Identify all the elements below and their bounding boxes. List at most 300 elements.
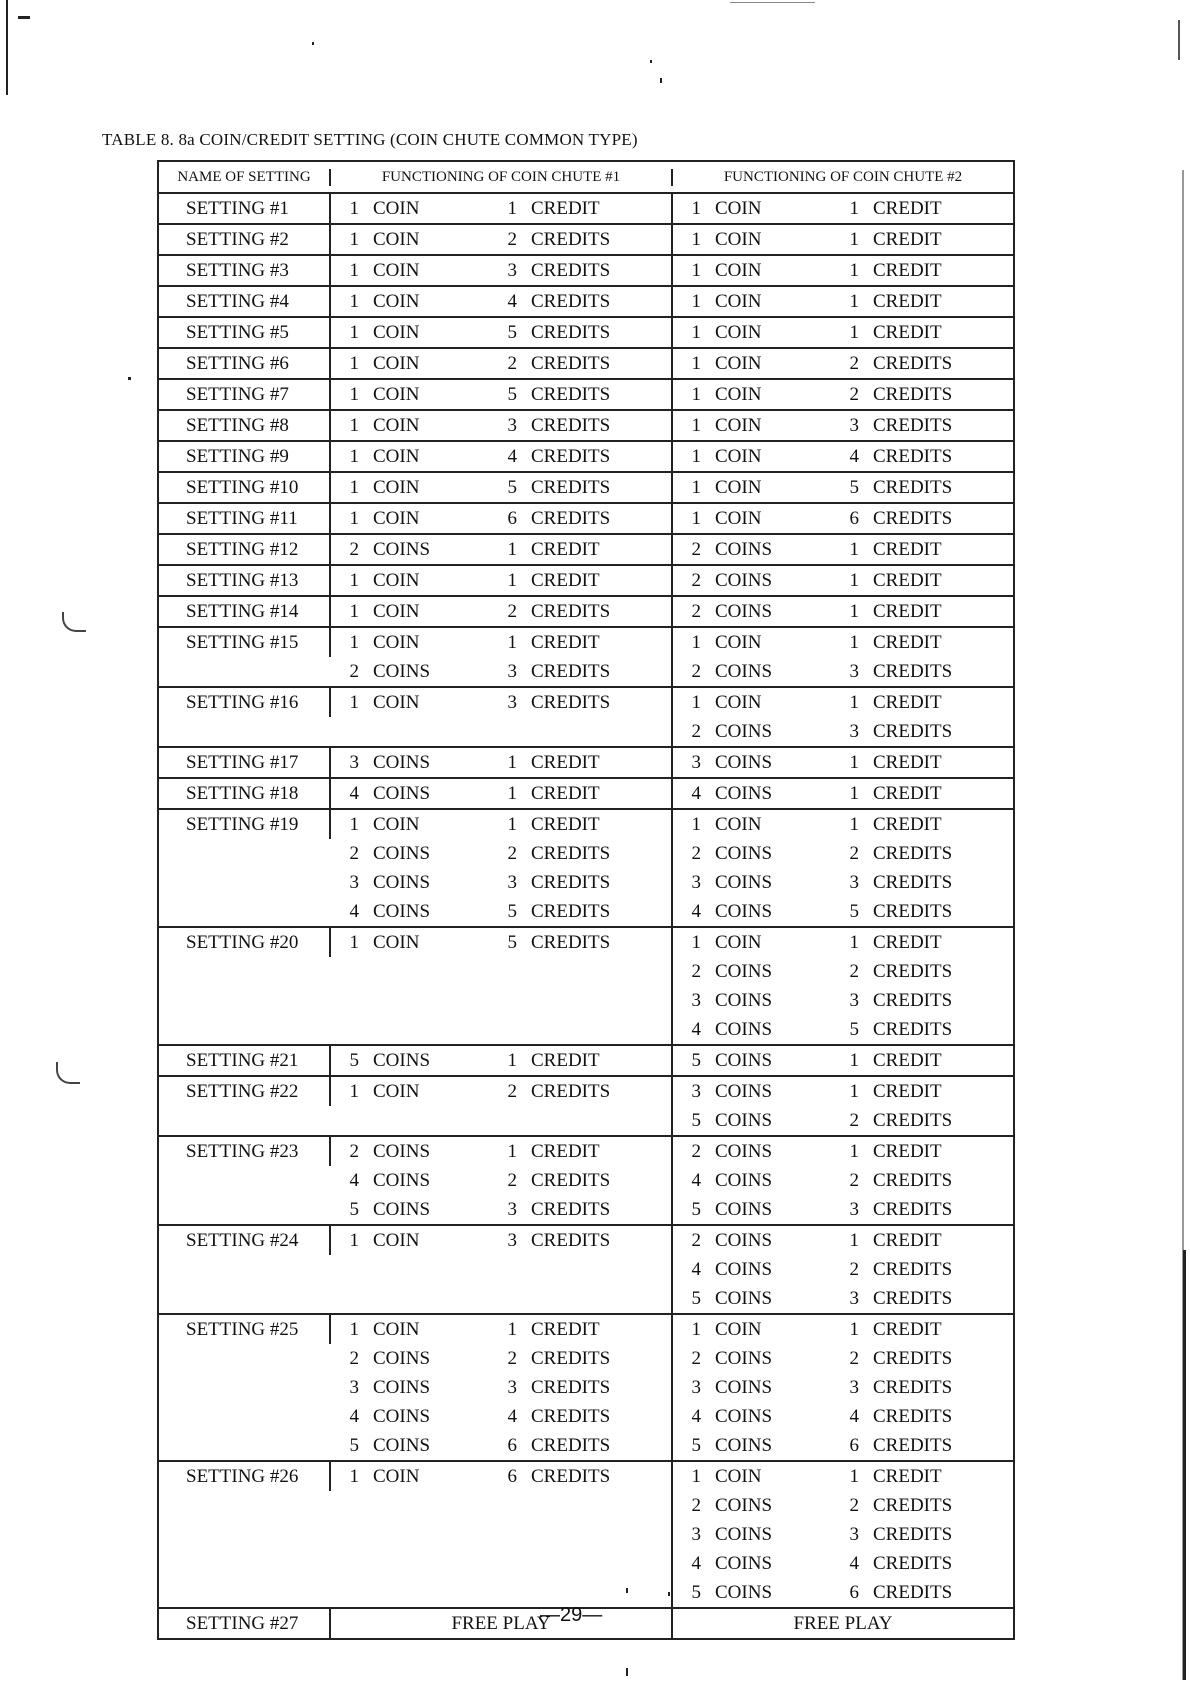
coin-credit-line: [673, 1284, 1013, 1313]
coin-count: 1: [349, 814, 359, 835]
coin-credit-line: [331, 1077, 671, 1106]
coin-unit: COINS: [715, 1259, 773, 1280]
coin-count: 1: [691, 632, 701, 653]
coin-credit-line: [673, 839, 1013, 868]
coin-count: 1: [691, 198, 701, 219]
credit-unit: CREDIT: [531, 752, 600, 773]
table-row: [159, 566, 1013, 597]
credit-unit: CREDITS: [873, 1406, 953, 1427]
coin-credit-line: [331, 597, 671, 626]
credit-count: 3: [507, 872, 517, 893]
chute-1-cell: [331, 1315, 673, 1460]
coin-count: 2: [691, 539, 701, 560]
coin-count: 1: [691, 508, 701, 529]
coin-count: 5: [349, 1050, 359, 1071]
chute-2-cell: [673, 473, 1013, 502]
coin-unit: COIN: [373, 1230, 420, 1251]
coin-credit-line: [673, 411, 1013, 440]
chute-2-cell: [673, 1046, 1013, 1075]
coin-credit-line: [331, 1344, 671, 1373]
credit-count: 1: [849, 814, 859, 835]
coin-unit: COIN: [373, 260, 420, 281]
setting-name: SETTING #7: [159, 380, 331, 409]
setting-name: SETTING #2: [159, 225, 331, 254]
credit-count: 1: [849, 291, 859, 312]
credit-unit: CREDIT: [531, 814, 600, 835]
coin-count: 4: [691, 1553, 701, 1574]
credit-unit: CREDITS: [531, 477, 611, 498]
setting-name: SETTING #9: [159, 442, 331, 471]
table-row: [159, 473, 1013, 504]
table-header-row: [159, 162, 1013, 194]
chute-2-cell: [673, 688, 1013, 746]
credit-unit: CREDITS: [873, 1288, 953, 1309]
setting-name: SETTING #26: [159, 1462, 331, 1491]
credit-unit: CREDIT: [873, 322, 942, 343]
coin-count: 1: [691, 415, 701, 436]
credit-unit: CREDITS: [873, 990, 953, 1011]
chute-1-cell: [331, 1226, 673, 1313]
coin-credit-line: [331, 897, 671, 926]
chute-1-cell: [331, 1137, 673, 1224]
setting-name: SETTING #22: [159, 1077, 331, 1106]
setting-name: SETTING #4: [159, 287, 331, 316]
chute-1-cell: [331, 928, 673, 1044]
coin-credit-line: [673, 473, 1013, 502]
coin-credit-line: [331, 657, 671, 686]
table-row: [159, 535, 1013, 566]
coin-unit: COINS: [715, 990, 773, 1011]
coin-unit: COINS: [715, 1019, 773, 1040]
coin-unit: COINS: [373, 872, 431, 893]
coin-count: 1: [691, 814, 701, 835]
credit-unit: CREDIT: [873, 1319, 942, 1340]
coin-count: 5: [691, 1050, 701, 1071]
credit-unit: CREDIT: [531, 570, 600, 591]
chute-1-cell: [331, 748, 673, 777]
chute-1-cell: [331, 779, 673, 808]
credit-count: 6: [507, 508, 517, 529]
coin-count: 2: [349, 661, 359, 682]
credit-unit: CREDITS: [873, 1495, 953, 1516]
table-row: [159, 194, 1013, 225]
credit-count: 5: [507, 901, 517, 922]
table-row: [159, 1315, 1013, 1462]
coin-count: 4: [691, 1259, 701, 1280]
chute-2-cell: [673, 504, 1013, 533]
coin-unit: COIN: [715, 353, 762, 374]
chute-1-cell: [331, 225, 673, 254]
coin-count: 1: [349, 446, 359, 467]
coin-credit-line: [673, 256, 1013, 285]
coin-credit-line: [331, 1373, 671, 1402]
setting-name: SETTING #19: [159, 810, 331, 839]
coin-credit-line: [331, 566, 671, 595]
chute-1-cell: [331, 256, 673, 285]
table-row: [159, 318, 1013, 349]
credit-count: 5: [849, 477, 859, 498]
coin-unit: COINS: [715, 1495, 773, 1516]
scan-mark-left-edge: [6, 0, 8, 95]
coin-count: 2: [691, 1230, 701, 1251]
credit-count: 4: [849, 1553, 859, 1574]
credit-unit: CREDITS: [531, 1435, 611, 1456]
credit-count: 1: [507, 814, 517, 835]
coin-count: 1: [349, 322, 359, 343]
coin-count: 1: [691, 384, 701, 405]
credit-unit: CREDIT: [531, 1050, 600, 1071]
credit-count: 3: [507, 692, 517, 713]
credit-count: 1: [507, 752, 517, 773]
scan-mark-top-right-line: [730, 2, 815, 3]
coin-unit: COINS: [373, 1348, 431, 1369]
table-row: [159, 1226, 1013, 1315]
chute-2-cell: [673, 1315, 1013, 1460]
coin-credit-line: [331, 1315, 671, 1344]
coin-unit: COIN: [373, 601, 420, 622]
coin-count: 4: [349, 783, 359, 804]
coin-credit-line: [673, 1315, 1013, 1344]
table-row: [159, 287, 1013, 318]
credit-count: 3: [849, 661, 859, 682]
coin-credit-line: [331, 628, 671, 657]
coin-count: 1: [349, 384, 359, 405]
coin-credit-line: [673, 1402, 1013, 1431]
credit-count: 4: [849, 446, 859, 467]
free-play-text: FREE PLAY: [451, 1613, 551, 1634]
coin-credit-line: [673, 986, 1013, 1015]
coin-unit: COINS: [715, 601, 773, 622]
credit-unit: CREDITS: [873, 843, 953, 864]
coin-credit-line: [331, 349, 671, 378]
setting-name: SETTING #5: [159, 318, 331, 347]
credit-unit: CREDITS: [873, 1259, 953, 1280]
coin-credit-line: [673, 957, 1013, 986]
coin-credit-line: [673, 1137, 1013, 1166]
credit-unit: CREDIT: [531, 1319, 600, 1340]
credit-count: 5: [507, 932, 517, 953]
coin-credit-line: [673, 1373, 1013, 1402]
setting-name: SETTING #1: [159, 194, 331, 223]
credit-unit: CREDITS: [873, 872, 953, 893]
credit-unit: CREDIT: [873, 752, 942, 773]
chute-1-cell: [331, 318, 673, 347]
credit-unit: CREDITS: [531, 872, 611, 893]
chute-1-cell: [331, 810, 673, 926]
coin-count: 1: [349, 1230, 359, 1251]
credit-unit: CREDITS: [873, 721, 953, 742]
credit-unit: CREDIT: [873, 1466, 942, 1487]
coin-count: 5: [691, 1582, 701, 1603]
coin-credit-line: [673, 535, 1013, 564]
setting-name: SETTING #11: [159, 504, 331, 533]
chute-2-cell: [673, 349, 1013, 378]
chute-2-cell: [673, 287, 1013, 316]
credit-count: 3: [849, 1377, 859, 1398]
credit-count: 5: [849, 901, 859, 922]
coin-unit: COIN: [373, 415, 420, 436]
credit-count: 6: [849, 1435, 859, 1456]
table-row: [159, 1137, 1013, 1226]
coin-credit-line: [331, 473, 671, 502]
credit-count: 1: [849, 322, 859, 343]
coin-unit: COINS: [715, 1050, 773, 1071]
coin-credit-line: [331, 504, 671, 533]
setting-name: SETTING #12: [159, 535, 331, 564]
coin-unit: COIN: [715, 291, 762, 312]
coin-unit: COIN: [373, 932, 420, 953]
credit-unit: CREDITS: [531, 1377, 611, 1398]
coin-count: 1: [691, 1319, 701, 1340]
credit-unit: CREDITS: [873, 1110, 953, 1131]
credit-count: 1: [849, 570, 859, 591]
coin-count: 1: [349, 508, 359, 529]
coin-credit-line: [673, 1491, 1013, 1520]
coin-credit-line: [673, 868, 1013, 897]
coin-credit-line: [331, 1462, 671, 1491]
credit-unit: CREDIT: [873, 932, 942, 953]
credit-unit: CREDITS: [873, 1553, 953, 1574]
credit-count: 2: [507, 1170, 517, 1191]
table-row: [159, 748, 1013, 779]
coin-count: 5: [691, 1110, 701, 1131]
credit-count: 1: [849, 1230, 859, 1251]
chute-2-cell: [673, 566, 1013, 595]
coin-unit: COIN: [373, 814, 420, 835]
chute-2-cell: [673, 535, 1013, 564]
coin-unit: COINS: [715, 901, 773, 922]
coin-count: 2: [691, 1141, 701, 1162]
chute-2-cell: [673, 779, 1013, 808]
coin-count: 2: [691, 661, 701, 682]
coin-unit: COIN: [715, 692, 762, 713]
coin-count: 4: [349, 1406, 359, 1427]
coin-unit: COIN: [715, 477, 762, 498]
credit-unit: CREDITS: [531, 1170, 611, 1191]
coin-credit-line: [331, 318, 671, 347]
coin-count: 3: [691, 1377, 701, 1398]
coin-unit: COINS: [715, 1170, 773, 1191]
coin-credit-line: [673, 566, 1013, 595]
credit-unit: CREDITS: [873, 1377, 953, 1398]
coin-count: 1: [691, 353, 701, 374]
credit-unit: CREDIT: [873, 783, 942, 804]
credit-unit: CREDITS: [531, 291, 611, 312]
coin-credit-line: [331, 287, 671, 316]
chute-2-cell: [673, 1226, 1013, 1313]
chute-2-cell: [673, 318, 1013, 347]
coin-unit: COINS: [373, 539, 431, 560]
chute-2-cell: [673, 597, 1013, 626]
credit-unit: CREDITS: [531, 932, 611, 953]
table-title: TABLE 8. 8a COIN/CREDIT SETTING (COIN CHUTE COMMON TYPE): [102, 130, 638, 149]
credit-unit: CREDITS: [873, 1170, 953, 1191]
chute-2-cell: [673, 225, 1013, 254]
coin-credit-line: [331, 535, 671, 564]
credit-count: 3: [849, 1288, 859, 1309]
credit-count: 1: [849, 752, 859, 773]
coin-unit: COINS: [715, 1553, 773, 1574]
table-row: [159, 1077, 1013, 1137]
credit-count: 1: [849, 632, 859, 653]
credit-unit: CREDIT: [873, 632, 942, 653]
credit-unit: CREDIT: [873, 1081, 942, 1102]
coin-unit: COIN: [715, 814, 762, 835]
setting-name: SETTING #24: [159, 1226, 331, 1255]
chute-2-cell: [673, 1609, 1013, 1638]
coin-credit-line: [673, 442, 1013, 471]
coin-credit-line: [331, 688, 671, 717]
scan-mark-dot-2: [650, 60, 652, 63]
credit-unit: CREDITS: [873, 446, 953, 467]
coin-count: 3: [691, 872, 701, 893]
setting-name: SETTING #18: [159, 779, 331, 808]
chute-1-cell: [331, 411, 673, 440]
table-row: [159, 688, 1013, 748]
coin-unit: COIN: [715, 229, 762, 250]
coin-count: 1: [691, 322, 701, 343]
coin-count: 5: [691, 1435, 701, 1456]
coin-count: 2: [349, 539, 359, 560]
coin-unit: COINS: [373, 1050, 431, 1071]
chute-1-cell: [331, 349, 673, 378]
credit-unit: CREDITS: [531, 901, 611, 922]
coin-credit-line: [673, 1431, 1013, 1460]
scan-mark-dot-4: [128, 377, 131, 380]
coin-count: 4: [691, 783, 701, 804]
coin-credit-line: [331, 1402, 671, 1431]
coin-count: 2: [349, 1141, 359, 1162]
coin-credit-line: [673, 628, 1013, 657]
credit-unit: CREDITS: [873, 508, 953, 529]
coin-count: 1: [691, 477, 701, 498]
coin-credit-line: [331, 442, 671, 471]
coin-count: 5: [349, 1199, 359, 1220]
table-body: [159, 194, 1013, 1638]
credit-unit: CREDIT: [873, 601, 942, 622]
credit-unit: CREDITS: [531, 661, 611, 682]
coin-unit: COINS: [373, 752, 431, 773]
coin-unit: COIN: [373, 322, 420, 343]
credit-count: 5: [849, 1019, 859, 1040]
coin-unit: COINS: [373, 1199, 431, 1220]
coin-unit: COINS: [715, 1377, 773, 1398]
credit-count: 2: [507, 1348, 517, 1369]
coin-unit: COIN: [373, 1319, 420, 1340]
credit-count: 2: [507, 353, 517, 374]
credit-count: 3: [507, 415, 517, 436]
coin-credit-line: [331, 779, 671, 808]
coin-credit-line: [673, 318, 1013, 347]
credit-unit: CREDITS: [531, 229, 611, 250]
credit-count: 2: [507, 843, 517, 864]
coin-credit-line: [331, 194, 671, 223]
coin-credit-line: [331, 1195, 671, 1224]
coin-unit: COINS: [715, 1230, 773, 1251]
chute-2-cell: [673, 810, 1013, 926]
setting-name: SETTING #25: [159, 1315, 331, 1344]
coin-credit-line: [673, 287, 1013, 316]
coin-unit: COIN: [715, 508, 762, 529]
coin-count: 1: [349, 932, 359, 953]
coin-credit-line: [673, 1106, 1013, 1135]
scan-mark-right-edge-dots: [1178, 20, 1180, 60]
header-coin-chute-1: FUNCTIONING OF COIN CHUTE #1: [331, 169, 673, 186]
coin-count: 1: [349, 198, 359, 219]
coin-unit: COIN: [373, 570, 420, 591]
table-row: [159, 504, 1013, 535]
table-row: [159, 810, 1013, 928]
coin-credit-line: [673, 504, 1013, 533]
coin-unit: COINS: [715, 961, 773, 982]
credit-unit: CREDIT: [873, 198, 942, 219]
setting-name: SETTING #10: [159, 473, 331, 502]
coin-unit: COINS: [373, 1170, 431, 1191]
credit-count: 1: [849, 692, 859, 713]
coin-count: 1: [349, 229, 359, 250]
credit-count: 4: [507, 446, 517, 467]
coin-unit: COIN: [715, 384, 762, 405]
coin-credit-line: [673, 1195, 1013, 1224]
credit-count: 3: [507, 260, 517, 281]
credit-unit: CREDITS: [873, 1582, 953, 1603]
credit-unit: CREDIT: [873, 1230, 942, 1251]
credit-unit: CREDITS: [531, 353, 611, 374]
coin-unit: COIN: [715, 322, 762, 343]
credit-count: 2: [849, 1348, 859, 1369]
credit-count: 2: [507, 1081, 517, 1102]
credit-unit: CREDIT: [873, 570, 942, 591]
coin-unit: COIN: [373, 198, 420, 219]
credit-unit: CREDIT: [873, 814, 942, 835]
coin-credit-line: [673, 897, 1013, 926]
coin-count: 1: [349, 570, 359, 591]
coin-count: 1: [349, 601, 359, 622]
coin-credit-line: [673, 1046, 1013, 1075]
chute-1-cell: [331, 1609, 673, 1638]
coin-unit: COINS: [715, 1081, 773, 1102]
coin-unit: COIN: [715, 415, 762, 436]
credit-count: 1: [507, 198, 517, 219]
credit-unit: CREDITS: [531, 415, 611, 436]
chute-2-cell: [673, 194, 1013, 223]
credit-unit: CREDITS: [873, 961, 953, 982]
chute-2-cell: [673, 380, 1013, 409]
chute-1-cell: [331, 1046, 673, 1075]
credit-unit: CREDIT: [531, 198, 600, 219]
coin-credit-line: [673, 657, 1013, 686]
coin-unit: COINS: [373, 1141, 431, 1162]
credit-unit: CREDITS: [873, 661, 953, 682]
table-row: [159, 442, 1013, 473]
credit-count: 6: [507, 1435, 517, 1456]
credit-unit: CREDIT: [531, 783, 600, 804]
coin-count: 3: [691, 990, 701, 1011]
coin-unit: COIN: [373, 508, 420, 529]
coin-unit: COINS: [373, 1435, 431, 1456]
setting-name: SETTING #3: [159, 256, 331, 285]
coin-unit: COIN: [373, 477, 420, 498]
credit-count: 3: [849, 872, 859, 893]
coin-credit-line: [673, 1549, 1013, 1578]
credit-count: 6: [507, 1466, 517, 1487]
chute-1-cell: [331, 1077, 673, 1135]
coin-unit: COINS: [715, 1524, 773, 1545]
credit-unit: CREDITS: [873, 901, 953, 922]
credit-unit: CREDITS: [531, 601, 611, 622]
coin-unit: COINS: [373, 901, 431, 922]
credit-count: 1: [849, 1050, 859, 1071]
